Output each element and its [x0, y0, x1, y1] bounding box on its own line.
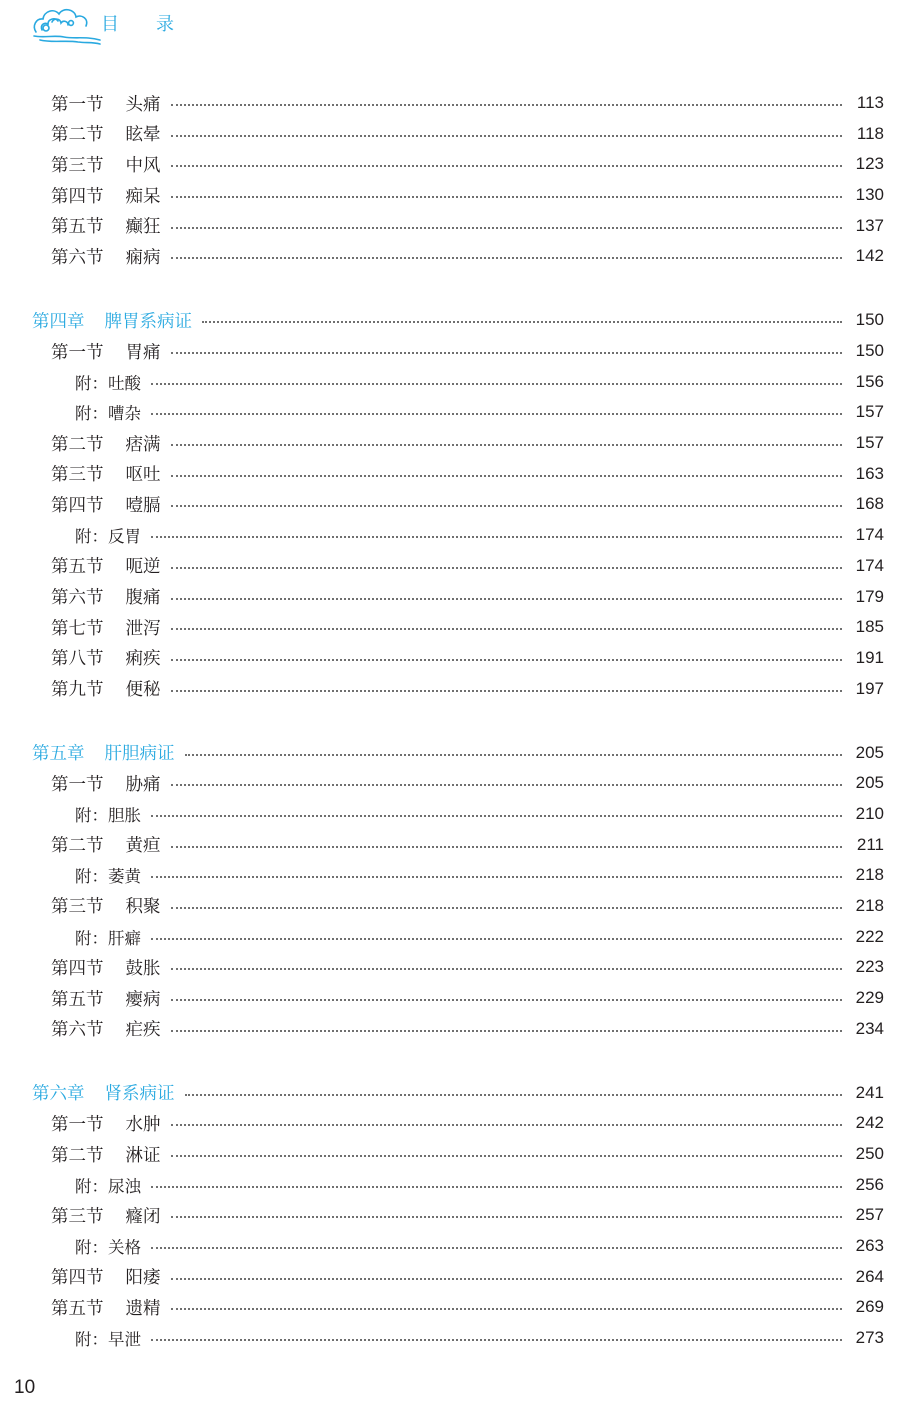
toc-section-row[interactable] [51, 677, 884, 701]
entry-page: 264 [855, 1266, 884, 1286]
entry-page: 205 [855, 773, 884, 793]
dot-leader [171, 598, 843, 600]
entry-page: 118 [856, 123, 884, 143]
section-title: 呃逆 [125, 557, 161, 578]
toc-section-row[interactable] [51, 646, 884, 670]
entry-page: 168 [855, 494, 884, 514]
appendix-label: 附：胆胀 [75, 805, 141, 825]
toc-chapter-row[interactable] [32, 741, 884, 765]
entry-page: 179 [855, 586, 884, 606]
toc-section-row[interactable] [51, 462, 884, 486]
toc-appendix-row[interactable] [75, 1173, 884, 1197]
toc-section-row[interactable] [51, 585, 884, 609]
entry-page: 211 [856, 834, 884, 854]
dot-leader [171, 1216, 843, 1218]
dot-leader [151, 938, 842, 940]
section-number: 第六节 [51, 247, 104, 268]
section-title: 腹痛 [125, 588, 161, 609]
section-title: 阳痿 [125, 1268, 161, 1289]
appendix-label: 附：反胃 [75, 527, 141, 547]
chapter-title: 肾系病证 [104, 1084, 175, 1105]
dot-leader [171, 567, 843, 569]
entry-page: 163 [855, 463, 884, 483]
entry-page: 197 [855, 678, 884, 698]
dot-leader [151, 815, 842, 817]
entry-page: 123 [855, 154, 884, 174]
entry-page: 113 [856, 93, 884, 112]
entry-page: 218 [855, 895, 884, 915]
appendix-label: 附：嘈杂 [75, 404, 141, 424]
toc-section-row[interactable] [51, 986, 884, 1010]
entry-page: 191 [855, 647, 884, 667]
entry-page: 229 [855, 988, 884, 1007]
dot-leader [171, 628, 843, 630]
toc-section-row[interactable] [51, 91, 884, 115]
section-number: 第六节 [51, 1020, 104, 1041]
dot-leader [171, 1278, 843, 1280]
section-number: 第五节 [51, 1298, 104, 1319]
section-title: 眩晕 [125, 125, 161, 146]
dot-leader [171, 999, 843, 1001]
section-number: 第五节 [51, 557, 104, 578]
chapter-page: 241 [855, 1082, 884, 1102]
chapter-title: 脾胃系病证 [104, 311, 192, 332]
section-title: 痫病 [125, 247, 161, 268]
section-number: 第二节 [51, 434, 104, 455]
toc-section-row[interactable] [51, 122, 884, 146]
section-title: 遗精 [125, 1298, 161, 1319]
dot-leader [151, 413, 842, 415]
chapter-number: 第四章 [32, 311, 85, 332]
toc-section-row[interactable] [51, 955, 884, 979]
section-number: 第二节 [51, 1145, 104, 1166]
page-number: 10 [14, 1377, 36, 1398]
entry-page: 223 [855, 957, 884, 977]
section-number: 第六节 [51, 588, 104, 609]
section-number: 第一节 [51, 94, 104, 115]
toc-appendix-row[interactable] [75, 802, 884, 826]
entry-page: 250 [855, 1144, 884, 1164]
toc-section-row[interactable] [51, 1295, 884, 1319]
section-title: 水肿 [125, 1114, 161, 1135]
section-number: 第五节 [51, 217, 104, 238]
toc-section-row[interactable] [51, 183, 884, 207]
entry-page: 142 [855, 246, 884, 266]
dot-leader [171, 1308, 843, 1310]
dot-leader [171, 505, 843, 507]
entry-page: 256 [855, 1174, 884, 1194]
entry-page: 156 [855, 371, 884, 391]
dot-leader [171, 784, 843, 786]
section-title: 胃痛 [125, 342, 161, 363]
entry-page: 150 [855, 341, 884, 361]
dot-leader [171, 690, 843, 692]
entry-page: 273 [855, 1328, 884, 1348]
section-number: 第一节 [51, 1114, 104, 1135]
section-number: 第四节 [51, 186, 104, 207]
section-title: 呕吐 [125, 465, 161, 486]
toc-section-row[interactable] [51, 833, 884, 857]
dot-leader [151, 536, 842, 538]
section-title: 黄疸 [125, 836, 161, 857]
entry-page: 222 [855, 926, 884, 946]
section-number: 第四节 [51, 495, 104, 516]
toc-appendix-row[interactable] [75, 1326, 884, 1350]
entry-page: 157 [855, 402, 884, 422]
dot-leader [171, 475, 843, 477]
entry-page: 210 [855, 803, 884, 823]
section-number: 第五节 [51, 989, 104, 1010]
dot-leader [171, 196, 843, 198]
toc-section-row[interactable] [51, 431, 884, 455]
toc-section-row[interactable] [51, 894, 884, 918]
dot-leader [185, 1094, 843, 1096]
toc-chapter-row[interactable] [32, 308, 884, 332]
appendix-label: 附：肝癖 [75, 928, 141, 948]
toc-section-row[interactable] [51, 1265, 884, 1289]
section-title: 癫狂 [125, 217, 161, 238]
toc-section-row[interactable] [51, 1017, 884, 1041]
toc-section-row[interactable] [51, 1203, 884, 1227]
dot-leader [151, 1247, 842, 1249]
toc-appendix-row[interactable] [75, 925, 884, 949]
section-number: 第三节 [51, 897, 104, 918]
dot-leader [171, 257, 843, 259]
entry-page: 269 [855, 1297, 884, 1317]
toc-appendix-row[interactable] [75, 1234, 884, 1258]
toc-section-row[interactable] [51, 615, 884, 639]
section-title: 痴呆 [125, 186, 161, 207]
toc-chapter-row[interactable] [32, 1081, 884, 1105]
dot-leader [151, 1339, 842, 1341]
entry-page: 242 [855, 1113, 884, 1133]
section-number: 第二节 [51, 836, 104, 857]
dot-leader [171, 1030, 843, 1032]
section-number: 第一节 [51, 774, 104, 795]
toc-appendix-row[interactable] [75, 523, 884, 547]
running-header [0, 0, 900, 56]
dot-leader [171, 135, 843, 137]
section-title: 痞满 [125, 434, 161, 455]
dot-leader [185, 754, 843, 756]
section-title: 噎膈 [125, 495, 161, 516]
dot-leader [171, 1155, 843, 1157]
section-title: 淋证 [125, 1145, 161, 1166]
toc-section-row[interactable] [51, 492, 884, 516]
section-title: 瘿病 [125, 989, 161, 1010]
chapter-title: 肝胆病证 [104, 744, 175, 765]
dot-leader [202, 321, 842, 323]
section-number: 第三节 [51, 1206, 104, 1227]
entry-page: 263 [855, 1236, 884, 1256]
section-title: 癃闭 [125, 1206, 161, 1227]
section-title: 鼓胀 [125, 958, 161, 979]
section-number: 第七节 [51, 618, 104, 639]
dot-leader [171, 846, 843, 848]
appendix-label: 附：尿浊 [75, 1176, 141, 1196]
appendix-label: 附：关格 [75, 1238, 141, 1258]
section-title: 便秘 [125, 680, 161, 701]
toc-section-row[interactable] [51, 214, 884, 238]
section-number: 第一节 [51, 342, 104, 363]
dot-leader [171, 968, 843, 970]
section-title: 泄泻 [125, 618, 161, 639]
dot-leader [171, 227, 843, 229]
section-number: 第八节 [51, 649, 104, 670]
entry-page: 185 [855, 617, 884, 637]
dot-leader [171, 165, 843, 167]
dot-leader [151, 383, 842, 385]
chapter-number: 第五章 [32, 744, 85, 765]
section-number: 第四节 [51, 958, 104, 979]
auspicious-cloud-icon [30, 2, 104, 46]
header-title: 目录 [101, 14, 211, 35]
dot-leader [151, 876, 842, 878]
toc-section-row[interactable] [51, 339, 884, 363]
section-number: 第三节 [51, 155, 104, 176]
appendix-label: 附：萎黄 [75, 867, 141, 887]
dot-leader [171, 659, 843, 661]
section-title: 中风 [125, 155, 161, 176]
dot-leader [171, 1124, 843, 1126]
entry-page: 137 [855, 215, 884, 235]
section-number: 第四节 [51, 1268, 104, 1289]
entry-page: 174 [855, 555, 884, 575]
dot-leader [171, 352, 843, 354]
section-title: 痢疾 [125, 649, 161, 670]
dot-leader [171, 907, 843, 909]
toc-section-row[interactable] [51, 152, 884, 176]
entry-page: 234 [855, 1018, 884, 1038]
toc-appendix-row[interactable] [75, 370, 884, 394]
dot-leader [171, 104, 843, 106]
chapter-page: 150 [855, 310, 884, 330]
dot-leader [151, 1186, 842, 1188]
appendix-label: 附：吐酸 [75, 373, 141, 393]
toc-section-row[interactable] [51, 1142, 884, 1166]
entry-page: 257 [855, 1205, 884, 1225]
section-number: 第九节 [51, 680, 104, 701]
section-title: 积聚 [125, 897, 161, 918]
entry-page: 218 [855, 865, 884, 885]
toc-section-row[interactable] [51, 771, 884, 795]
entry-page: 174 [855, 525, 884, 545]
chapter-number: 第六章 [32, 1084, 85, 1105]
toc-appendix-row[interactable] [75, 863, 884, 887]
section-number: 第三节 [51, 465, 104, 486]
section-title: 胁痛 [125, 774, 161, 795]
entry-page: 130 [855, 185, 884, 205]
toc-section-row[interactable] [51, 1111, 884, 1135]
toc-section-row[interactable] [51, 244, 884, 268]
entry-page: 157 [855, 433, 884, 453]
section-title: 头痛 [125, 94, 161, 115]
section-number: 第二节 [51, 125, 104, 146]
section-title: 疟疾 [125, 1020, 161, 1041]
toc-appendix-row[interactable] [75, 400, 884, 424]
chapter-page: 205 [855, 742, 884, 762]
dot-leader [171, 444, 843, 446]
appendix-label: 附：早泄 [75, 1330, 141, 1350]
toc-section-row[interactable] [51, 554, 884, 578]
